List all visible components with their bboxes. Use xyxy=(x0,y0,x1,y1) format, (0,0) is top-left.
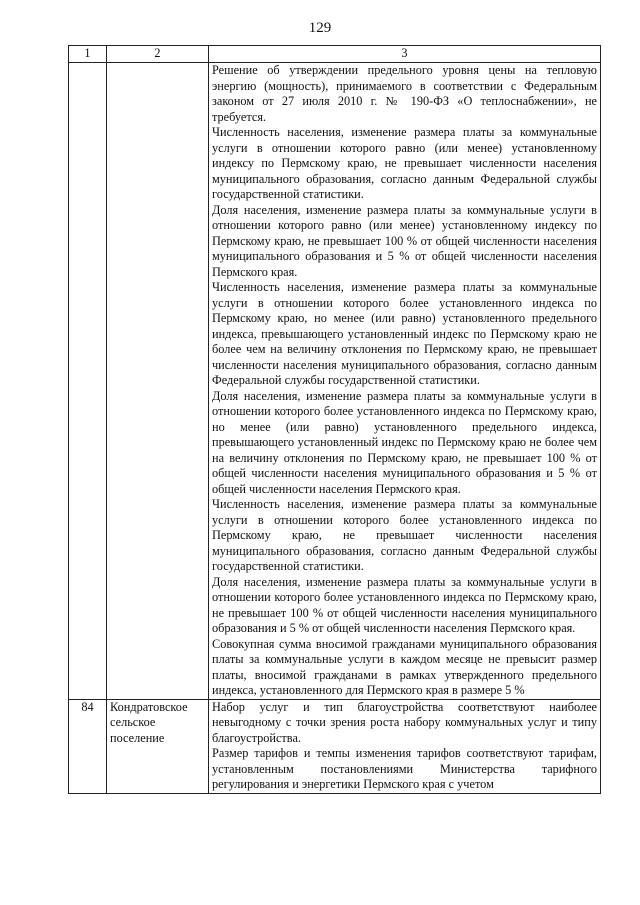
document-table xyxy=(68,45,601,794)
table-header-row xyxy=(69,46,601,63)
criteria-paragraph: Численность населения, изменение размера платы за коммунальные услуги в отношении которого более установленного индекса по Пермскому краю, но менее (или равно) установленного предельного индекса, превышающего установленный индекс по Пермскому краю не более чем на величину отклонения по Пермскому краю, не превышает численности населения муниципального образования, согласно данным Федеральной службы государственной статистики. xyxy=(212,280,597,387)
criteria-paragraph: Численность населения, изменение размера платы за коммунальные услуги в отношении которого более установленного индекса по Пермскому краю, не превышает численности населения муниципального образования, согласно данным Федеральной службы государственной статистики. xyxy=(212,497,597,573)
criteria-paragraph: Доля населения, изменение размера платы за коммунальные услуги в отношении которого равно (или менее) установленному индексу по Пермскому краю, не превышает 100 % от общей численности населения муниципального образования и 5 % от общей численности населения Пермского края. xyxy=(212,202,597,279)
criteria-paragraph: Решение об утверждении предельного уровня цены на тепловую энергию (мощность), принимаемого в соответствии с Федеральным законом от 27 июля 2010 г. № 190-ФЗ «О теплоснабжении», не требуется. xyxy=(212,63,597,124)
table-row xyxy=(69,699,601,793)
criteria-cell xyxy=(209,63,601,700)
settlement-name xyxy=(107,63,209,700)
settlement-name: Кондратовское сельское поселение xyxy=(107,699,209,793)
criteria-paragraph: Совокупная сумма вносимой гражданами муниципального образования платы за коммунальные услуги в каждом месяце не превысит размер платы, вносимой гражданами в рамках утвержденного предельного индекса, установленного для Пермского края в размере 5 % xyxy=(212,636,597,697)
criteria-paragraph: Размер тарифов и темпы изменения тарифов соответствуют тарифам, установленным постановлениями Министерства тарифного регулирования и энергетики Пермского края с учетом xyxy=(212,746,597,791)
page-number: 129 xyxy=(308,20,332,36)
column-header: 1 xyxy=(69,46,107,63)
column-header: 2 xyxy=(107,46,209,63)
table-row xyxy=(69,63,601,700)
row-number xyxy=(69,63,107,700)
column-header: 3 xyxy=(209,46,601,63)
criteria-paragraph: Доля населения, изменение размера платы за коммунальные услуги в отношении которого более установленного индекса по Пермскому краю, не превышает 100 % от общей численности населения муниципального образования и 5 % от общей численности населения Пермского края. xyxy=(212,574,597,635)
criteria-paragraph: Набор услуг и тип благоустройства соответствуют наиболее невыгодному с точки зрения роста набору коммунальных услуг и типу благоустройства. xyxy=(212,699,597,745)
row-number: 84 xyxy=(69,699,107,793)
criteria-paragraph: Численность населения, изменение размера платы за коммунальные услуги в отношении которого равно (или менее) установленному индексу по Пермскому краю, не превышает численности населения муниципального образования, согласно данным Федеральной службы государственной статистики. xyxy=(212,125,597,201)
criteria-paragraph: Доля населения, изменение размера платы за коммунальные услуги в отношении которого более установленного индекса по Пермскому краю, но менее (или равно) установленного предельного индекса, превышающего установленный индекс по Пермскому краю не более чем на величину отклонения по Пермскому краю, не превышает 100 % от общей численности населения муниципального образования и 5 % от общей численности населения Пермского края. xyxy=(212,388,597,496)
criteria-cell xyxy=(209,699,601,793)
